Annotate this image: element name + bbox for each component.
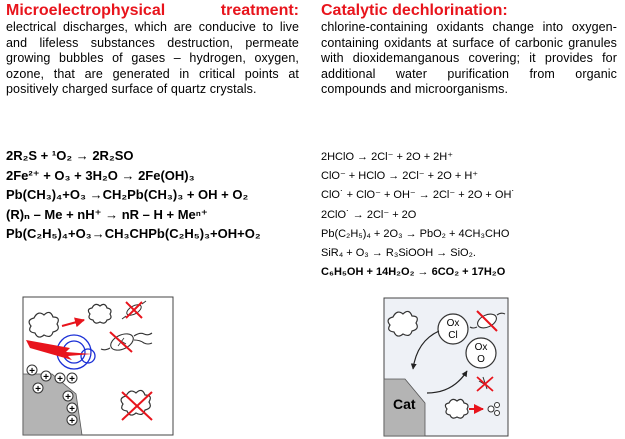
catalyst-figure [383, 297, 509, 437]
svg-text:Ox: Ox [474, 342, 488, 353]
svg-text:+: + [65, 392, 71, 403]
equation: (R)ₙ – Me + nH⁺ → nR – H + Meⁿ⁺ [6, 206, 208, 222]
right-column [321, 0, 617, 98]
discharge-figure [22, 296, 174, 436]
equation: Pb(C₂H₅)₄ + 2O₃ → PbO₂ + 4CH₃CHO [321, 227, 510, 240]
ox-cl-bubble [438, 314, 468, 344]
equation: Pb(CH₃)₄+O₃ →CH₂Pb(CH₃)₃ + OH + O₂ [6, 187, 249, 202]
svg-text:O: O [477, 354, 485, 365]
left-heading: Microelectrophysical treatment: [6, 2, 299, 19]
equation: Pb(C₂H₅)₄+O₃→CH₃CHPb(C₂H₅)₃+OH+O₂ [6, 226, 261, 241]
equation: ClO⁻ + HClO → 2Cl⁻ + 2O + H⁺ [321, 170, 479, 183]
right-heading: Catalytic dechlorination: [321, 2, 508, 19]
svg-text:Cl: Cl [448, 330, 458, 341]
svg-text:+: + [43, 372, 49, 383]
ox-o-bubble [466, 338, 496, 368]
equation: C₆H₅OH + 14H₂O₂ → 6CO₂ + 17H₂O [321, 266, 506, 279]
right-equations [321, 148, 515, 282]
svg-text:+: + [35, 384, 41, 395]
equation: ClO˙ + ClO⁻ + OH⁻ → 2Cl⁻ + 2O + OH˙ [321, 189, 516, 202]
equation: SiR₄ + O₃ → R₃SiOOH → SiO₂. [321, 247, 476, 260]
equation: 2ClO˙ → 2Cl⁻ + 2O [321, 208, 417, 221]
equation: 2R₂S + ¹O₂ → 2R₂SO [6, 148, 134, 163]
equation: 2HClO → 2Cl⁻ + 2O + 2H⁺ [321, 151, 454, 163]
svg-text:+: + [69, 374, 75, 385]
left-column [6, 0, 299, 98]
svg-text:+: + [57, 374, 63, 385]
left-equations [6, 146, 261, 244]
equation: 2Fe²⁺ + O₃ + 3H₂O → 2Fe(OH)₃ [6, 167, 195, 183]
svg-text:+: + [29, 366, 35, 377]
left-paragraph: electrical discharges, which are conducive to live and lifeless substances destruction, permeate growing bubbles of gases – hydrogen, oxygen, ozone, that are generated in critical points at positively charged surface of quartz crystals. [6, 20, 299, 96]
svg-text:+: + [69, 404, 75, 415]
svg-text:Ox: Ox [446, 318, 460, 329]
right-paragraph: chlorine-containing oxidants change into oxygen-containing oxidants at surface of carbonic granules with dioxidemanganous covering; it provides for additional water purification from organic compounds and microorganisms. [321, 20, 617, 96]
svg-text:+: + [69, 416, 75, 427]
catalyst-label: Cat [393, 396, 416, 412]
